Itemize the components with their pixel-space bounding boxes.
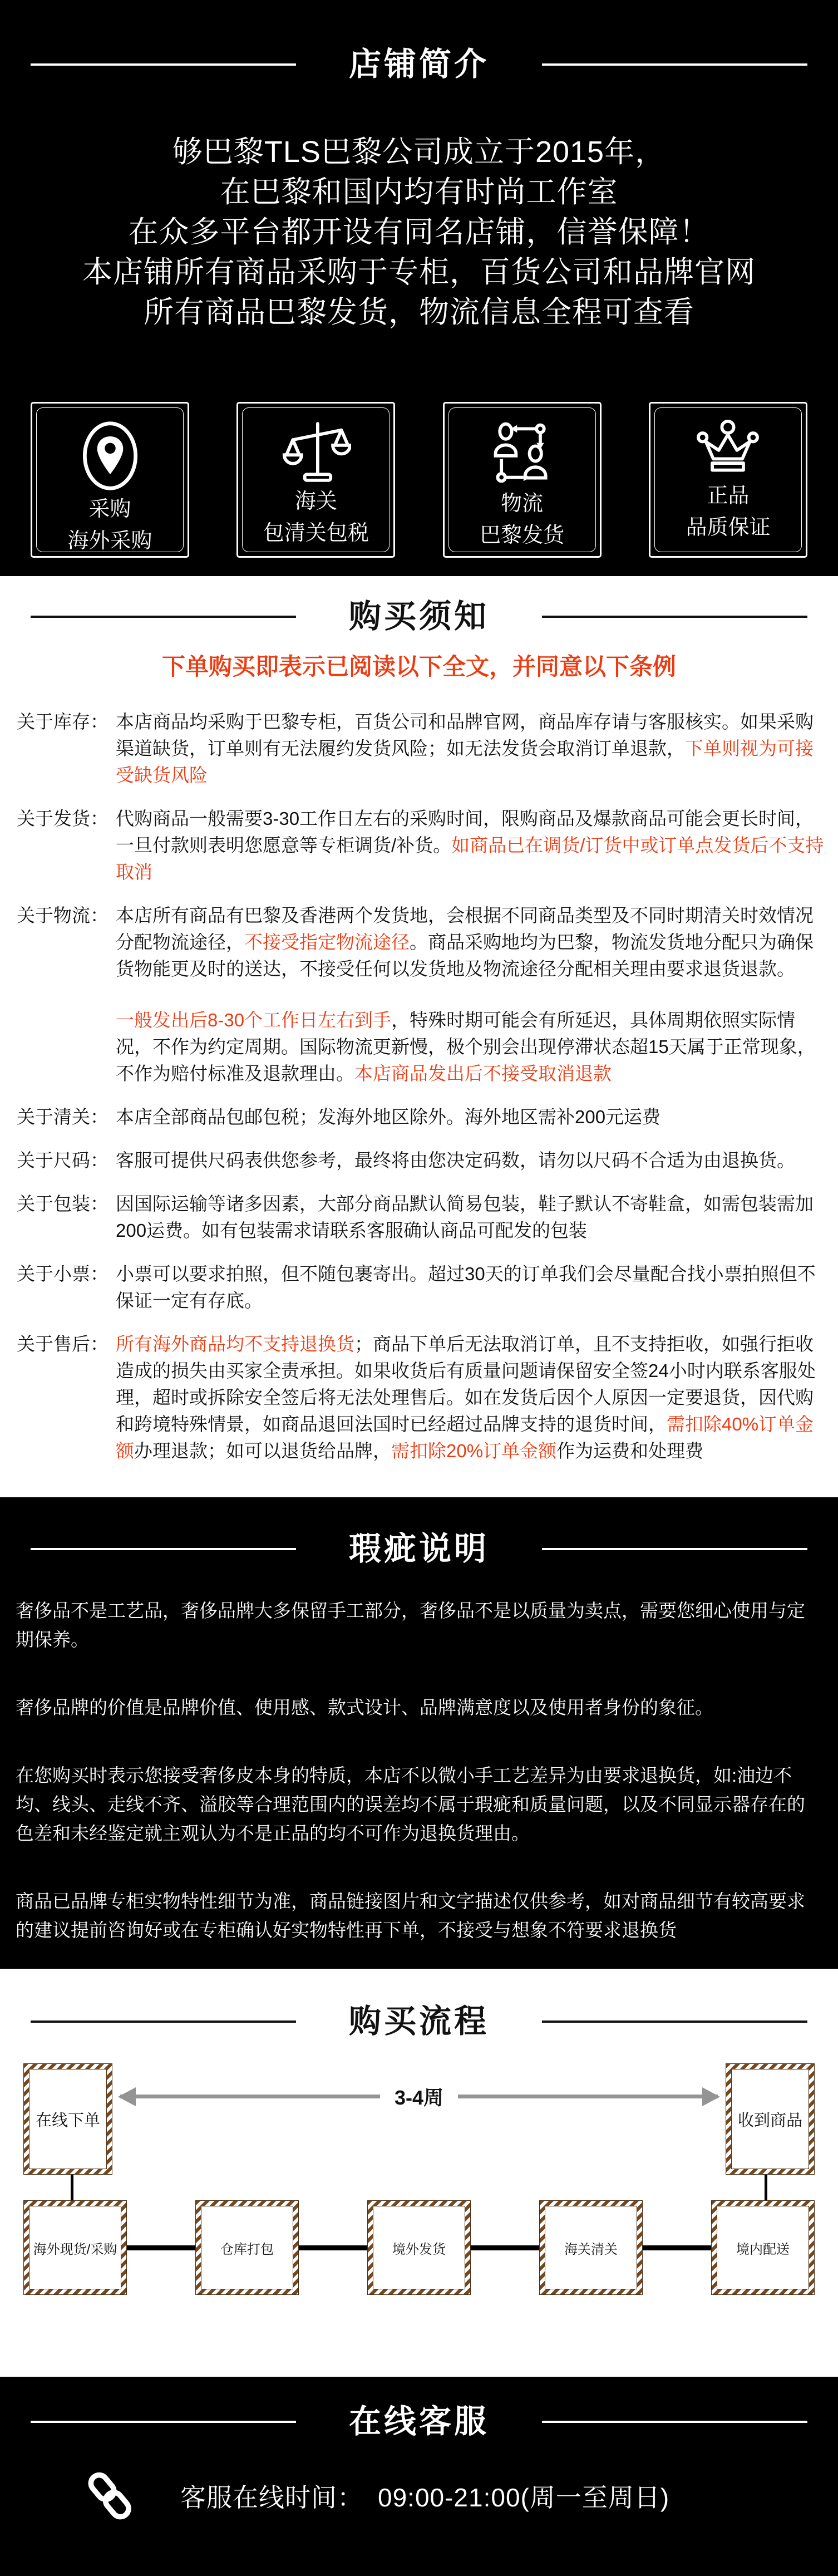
feature-label-line1: 正品 <box>707 484 750 508</box>
service-hours-value: 09:00-21:00(周一至周日) <box>378 2483 670 2512</box>
notice-text-run: 需扣除20%订单金额 <box>391 1441 557 1461</box>
notice-text-run: ；商品下单后无法取消订单，且不支持拒收，如强行拒收造成的损失由买家全责承担。如果收货后有质量问题请保留安全签24小时内联系客服处理，超时或拆除安全签后将无法处理售后。如在发货后因个人原因一定要退货，因代购和跨境特殊情景，如商品退回法国时已经超过品牌支持的退货时间， <box>116 1334 816 1434</box>
flow-step-box <box>195 2200 299 2295</box>
flowchart <box>0 2063 838 2295</box>
notice-paragraph <box>116 1147 827 1174</box>
flaw-paragraph: 奢侈品不是工艺品，奢侈品牌大多保留手工部分，奢侈品不是以质量为卖点，需要您细心使用与定期保养。 <box>16 1600 805 1650</box>
purchase-notice-title: 购买须知 <box>349 598 490 635</box>
notice-text-run: 需扣除40%订单金额 <box>116 1414 814 1461</box>
notice-item-label: 关于清关： <box>17 1107 109 1127</box>
notice-text-run: 办理退款；如可以退货给品牌， <box>134 1441 391 1461</box>
feature-label-line2: 品质保证 <box>686 516 771 539</box>
feature-labels <box>686 480 770 544</box>
notice-item-content <box>116 1104 827 1130</box>
notice-warning-text: 下单购买即表示已阅读以下全文，并同意以下条例 <box>161 653 676 680</box>
service-hours-row <box>0 2466 838 2526</box>
flow-connector <box>127 2245 195 2250</box>
location-pin-icon <box>80 418 140 494</box>
store-intro-title-row <box>0 46 838 83</box>
notice-paragraph <box>116 709 827 789</box>
flow-vertical-connector-right <box>765 2175 767 2200</box>
intro-line: 够巴黎TLS巴黎公司成立于2015年， <box>172 135 666 169</box>
title-divider-left <box>31 616 296 618</box>
notice-item-label: 关于库存： <box>17 711 109 732</box>
flaw-note-title-row <box>0 1531 838 1567</box>
service-hours-text <box>180 2477 669 2514</box>
notice-text-run: 如商品已在调货/订货中或订单点发货后不支持取消 <box>116 835 824 882</box>
flow-start-box <box>23 2063 112 2175</box>
title-divider-left <box>31 63 296 66</box>
title-divider-left <box>31 1548 296 1550</box>
flaw-note-title: 瑕疵说明 <box>349 1531 490 1567</box>
customer-service-title-row <box>0 2403 838 2440</box>
feature-box <box>31 402 189 558</box>
flow-end-box <box>726 2063 815 2175</box>
flow-step-box <box>539 2200 643 2295</box>
feature-badges-row <box>0 402 838 558</box>
notice-item <box>17 1331 827 1464</box>
notice-paragraph <box>116 1007 827 1087</box>
notice-item-content <box>116 1191 827 1244</box>
notice-item-content <box>116 1147 827 1174</box>
notice-text-run: 不接受指定物流途径 <box>244 932 410 952</box>
flow-end-label: 收到商品 <box>731 2069 809 2169</box>
notice-item-label: 关于小票： <box>17 1264 109 1284</box>
notice-item <box>17 805 827 886</box>
notice-text-run: 下单则视为可接受缺货风险 <box>116 738 814 785</box>
flowchart-top-row <box>23 2063 815 2175</box>
notice-text-run: 代购商品一般需要3-30工作日左右的采购时间，限购商品及爆款商品可能会更长时间，一旦付款则表明您愿意等专柜调货/补货。 <box>116 808 814 856</box>
chain-link-icon <box>82 2466 136 2526</box>
notice-text-run: 因国际运输等诸多因素，大部分商品默认简易包装，鞋子默认不寄鞋盒，如需包装需加200运费。如有包装需求请联系客服确认商品可配发的包装 <box>116 1193 814 1241</box>
notice-paragraph <box>116 1261 827 1314</box>
flow-step-label: 海关清关 <box>545 2206 637 2289</box>
purchase-notice-section <box>0 576 838 1497</box>
purchase-flow-title: 购买流程 <box>349 2003 490 2039</box>
title-divider-right <box>542 63 807 66</box>
logistics-flow-icon <box>487 418 557 488</box>
flow-connector <box>643 2245 711 2250</box>
arrow-right-icon <box>458 2095 718 2098</box>
title-divider-right <box>542 2021 807 2023</box>
arrow-left-icon <box>120 2095 380 2098</box>
intro-line: 所有商品巴黎发货，物流信息全程可查看 <box>144 296 694 329</box>
flow-vertical-connector-left <box>71 2175 73 2200</box>
notice-text-run: 一般发出后8-30个工作日左右到手 <box>116 1010 392 1030</box>
flaw-paragraph: 商品已品牌专柜实物特性细节为准，商品链接图片和文字描述仅供参考，如对商品细节有较高要求的建议提前咨询好或在专柜确认好实物特性再下单，不接受与想象不符要求退换货 <box>16 1891 805 1940</box>
crown-icon <box>693 418 763 480</box>
flow-connector <box>471 2245 539 2250</box>
customer-service-section <box>0 2377 838 2576</box>
notice-paragraph <box>116 1331 827 1464</box>
intro-line: 本店铺所有商品采购于专柜，百货公司和品牌官网 <box>82 255 756 289</box>
notice-item <box>17 709 827 789</box>
flaw-paragraph: 在您购买时表示您接受奢侈皮本身的特质，本店不以微小手工艺差异为由要求退换货，如:油边不均、线头、走线不齐、溢胶等合理范围内的误差均不属于瑕疵和质量问题，以及不同显示器存在的色差和未经鉴定就主观认为不是正品的均不可作为退换货理由。 <box>16 1765 805 1843</box>
flow-start-label: 在线下单 <box>29 2069 107 2169</box>
scales-icon <box>281 418 351 486</box>
purchase-flow-section <box>0 1969 838 2377</box>
intro-line: 在巴黎和国内均有时尚工作室 <box>220 175 618 209</box>
flaw-paragraph: 奢侈品牌的价值是品牌价值、使用感、款式设计、品牌满意度以及使用者身份的象征。 <box>16 1697 713 1718</box>
notice-item <box>17 1147 827 1174</box>
flow-step-box <box>367 2200 471 2295</box>
flow-step-label: 境外发货 <box>373 2206 465 2289</box>
notice-item-content <box>116 805 827 886</box>
notice-paragraph <box>116 1104 827 1130</box>
flow-duration-arrows <box>112 2082 726 2111</box>
flow-step-box <box>23 2200 127 2295</box>
notice-item <box>17 1191 827 1244</box>
notice-paragraph <box>116 902 827 982</box>
flow-connector <box>299 2245 367 2250</box>
feature-label-line2: 海外采购 <box>67 529 152 553</box>
title-divider-right <box>542 1548 807 1550</box>
flow-step-box <box>711 2200 815 2295</box>
service-hours-label: 客服在线时间： <box>180 2483 363 2512</box>
notice-text-run: 所有海外商品均不支持退换货 <box>116 1334 354 1354</box>
store-intro-title: 店铺简介 <box>349 46 490 82</box>
flow-step-label: 境内配送 <box>717 2206 809 2289</box>
store-intro-section <box>0 0 838 576</box>
notice-text-run: 小票可以要求拍照，但不随包裹寄出。超过30天的订单我们会尽量配合找小票拍照但不保证一定有存底。 <box>116 1264 816 1311</box>
feature-labels <box>263 486 369 549</box>
feature-label-line1: 海关 <box>294 490 337 513</box>
customer-service-title: 在线客服 <box>349 2403 490 2440</box>
notice-text-run: 作为运费和处理费 <box>556 1441 704 1461</box>
notice-item-content <box>116 1331 827 1464</box>
notice-item-content <box>116 709 827 789</box>
feature-label-line1: 物流 <box>501 492 544 515</box>
title-divider-left <box>31 2021 296 2023</box>
store-intro-text <box>0 132 838 332</box>
flow-step-label: 仓库打包 <box>201 2206 293 2289</box>
notice-text-run: 本店全部商品包邮包税；发海外地区除外。海外地区需补200元运费 <box>116 1107 661 1127</box>
notice-item <box>17 1261 827 1314</box>
purchase-flow-title-row <box>0 2003 838 2040</box>
notice-item-label: 关于尺码： <box>17 1150 109 1171</box>
title-divider-right <box>542 616 807 618</box>
notice-text-run: 本店商品发出后不接受取消退款 <box>354 1063 612 1084</box>
notice-item <box>17 1104 827 1130</box>
intro-line: 在众多平台都开设有同名店铺，信誉保障！ <box>128 215 710 249</box>
notice-item-label: 关于物流： <box>17 905 109 926</box>
notice-text-run: ，特殊时期可能会有所延迟，具体周期依照实际情况，不作为约定周期。国际物流更新慢，极个别会出现停滞状态超15天属于正常现象，不作为赔付标准及退款理由。 <box>116 1010 816 1084</box>
notice-item-label: 关于包装： <box>17 1193 109 1214</box>
feature-label-line1: 采购 <box>88 498 131 521</box>
notice-item-content <box>116 902 827 1087</box>
notice-item-label: 关于发货： <box>17 808 109 829</box>
feature-box <box>443 402 602 558</box>
flaw-note-section <box>0 1497 838 1969</box>
notice-list <box>0 709 838 1464</box>
notice-paragraph <box>116 805 827 886</box>
feature-labels <box>480 488 564 552</box>
feature-label-line2: 包清关包税 <box>263 522 369 545</box>
notice-text-run: 本店所有商品有巴黎及香港两个发货地，会根据不同商品类型及不同时期清关时效情况分配物流途径， <box>116 905 814 952</box>
feature-box <box>649 402 807 558</box>
notice-text-run: 本店商品均采购于巴黎专柜，百货公司和品牌官网，商品库存请与客服核实。如果采购渠道缺货，订单则有无法履约发货风险；如无法发货会取消订单退款， <box>116 711 814 759</box>
flowchart-bottom-row <box>23 2200 815 2295</box>
notice-text-run: 。商品采购地均为巴黎，物流发货地分配只为确保货物能更及时的送达，不接受任何以发货地及物流途径分配相关理由要求退货退款。 <box>116 932 814 979</box>
notice-paragraph <box>116 1191 827 1244</box>
feature-box <box>236 402 395 558</box>
flow-step-label: 海外现货/采购 <box>29 2206 121 2289</box>
notice-item <box>17 902 827 1087</box>
flaw-paragraphs <box>0 1596 838 1945</box>
title-divider-right <box>542 2421 807 2423</box>
feature-label-line2: 巴黎发货 <box>480 524 565 547</box>
flow-duration-label: 3-4周 <box>394 2086 444 2109</box>
notice-text-run: 客服可提供尺码表供您参考，最终将由您决定码数，请勿以尺码不合适为由退换货。 <box>116 1150 795 1171</box>
purchase-notice-title-row <box>0 598 838 635</box>
title-divider-left <box>31 2421 296 2423</box>
notice-item-content <box>116 1261 827 1314</box>
notice-item-label: 关于售后： <box>17 1334 109 1354</box>
feature-labels <box>67 494 152 557</box>
